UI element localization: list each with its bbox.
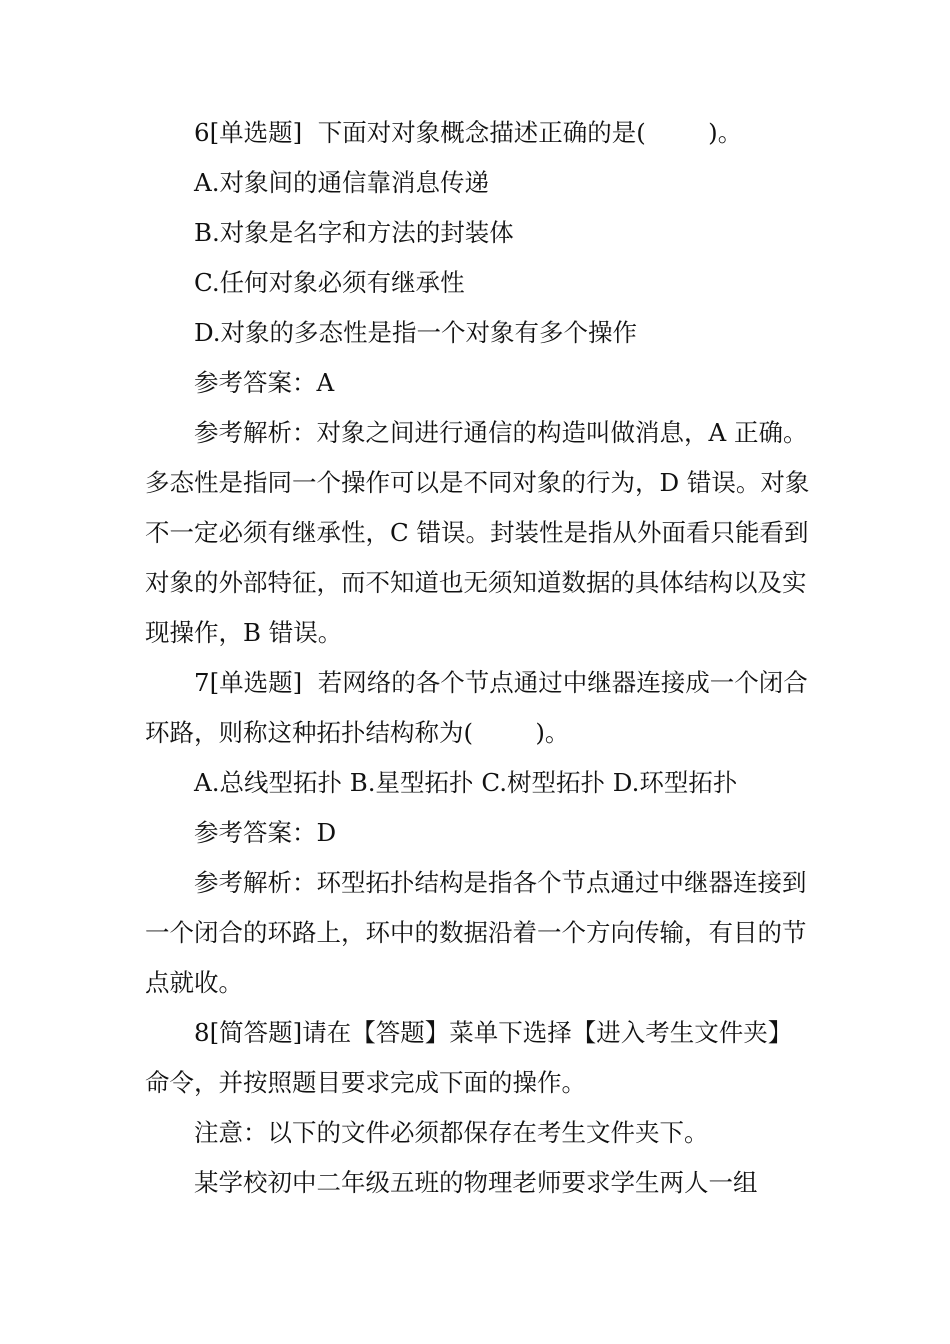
question-8-stem: 8[简答题]请在【答题】菜单下选择【进入考生文件夹】命令，并按照题目要求完成下面的操作。 (145, 1018, 793, 1097)
question-8-note: 注意：以下的文件必须都保存在考生文件夹下。 (194, 1118, 709, 1147)
question-7-stem: 7[单选题] 若网络的各个节点通过中继器连接成一个闭合环路，则称这种拓扑结构称为( )。 (145, 668, 808, 747)
question-6-explanation: 参考解析：对象之间进行通信的构造叫做消息，A 正确。多态性是指同一个操作可以是不同对象的行为，D 错误。对象不一定必须有继承性，C 错误。封装性是指从外面看只能看到对象的外部特征，而不知道也无须知道数据的具体结构以及实现操作，B 错误。 (145, 418, 810, 647)
question-6-stem: 6[单选题] 下面对对象概念描述正确的是( )。 (194, 118, 743, 147)
document-body (145, 108, 810, 1208)
question-6-option-a: A.对象间的通信靠消息传递 (194, 168, 489, 197)
question-7-answer: 参考答案：D (194, 818, 337, 847)
question-7-options: A.总线型拓扑 B.星型拓扑 C.树型拓扑 D.环型拓扑 (194, 768, 738, 797)
question-7-explanation: 参考解析：环型拓扑结构是指各个节点通过中继器连接到一个闭合的环路上，环中的数据沿着一个方向传输，有目的节点就收。 (145, 868, 807, 997)
question-6-answer: 参考答案：A (194, 368, 335, 397)
question-6-option-d: D.对象的多态性是指一个对象有多个操作 (194, 318, 638, 347)
question-6-option-c: C.任何对象必须有继承性 (194, 268, 465, 297)
question-8-scenario: 某学校初中二年级五班的物理老师要求学生两人一组 (194, 1168, 758, 1197)
question-6-option-b: B.对象是名字和方法的封装体 (194, 218, 514, 247)
